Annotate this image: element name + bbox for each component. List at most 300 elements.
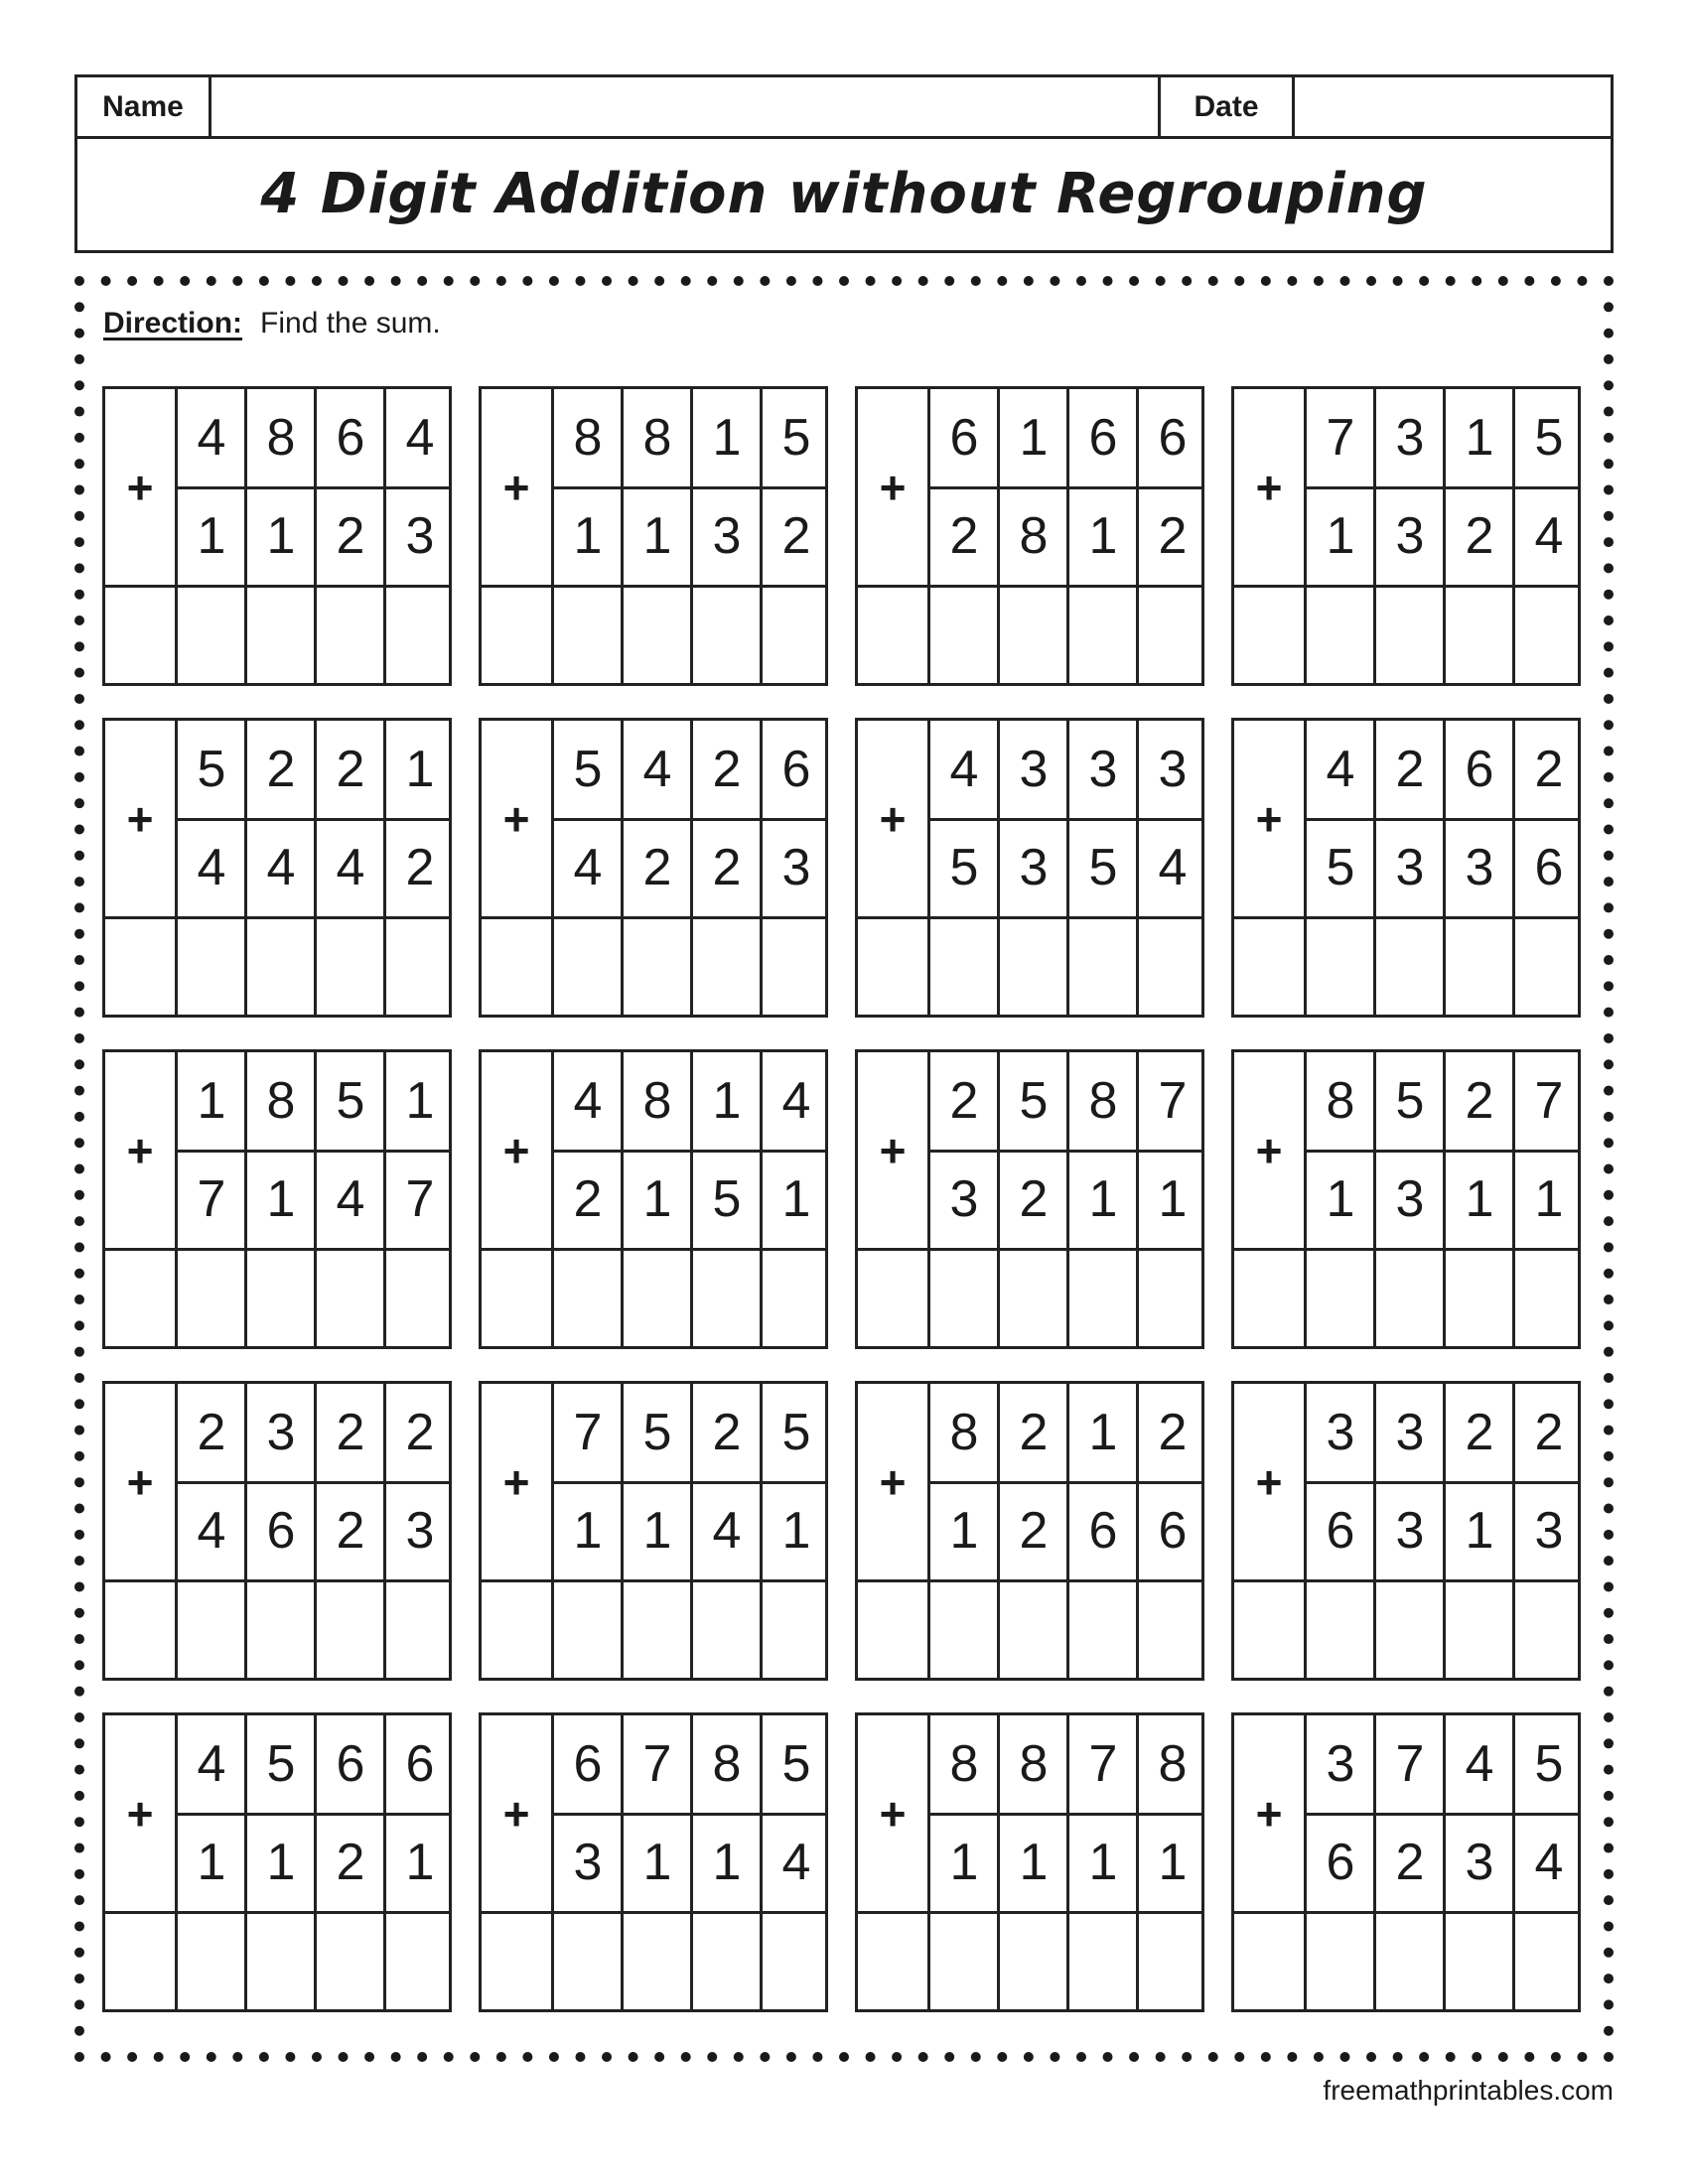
answer-cell[interactable] — [244, 587, 314, 685]
addend-bottom-digit: 3 — [405, 507, 435, 565]
answer-cell[interactable] — [482, 1581, 551, 1680]
addend-bottom-digit: 4 — [1534, 1834, 1564, 1891]
answer-cell[interactable] — [1304, 1913, 1373, 2011]
addend-top-digit: 5 — [197, 741, 226, 798]
addend-top-digit: 8 — [266, 409, 296, 467]
addend-bottom-digit: 2 — [1019, 1170, 1049, 1228]
addend-bottom-digit: 2 — [1395, 1834, 1425, 1891]
addend-bottom-digit: 3 — [1465, 1834, 1494, 1891]
addend-top-digit: 4 — [573, 1072, 603, 1130]
addition-problem — [479, 1049, 828, 1349]
answer-cell[interactable] — [997, 1581, 1066, 1680]
addend-bottom-digit: 8 — [1019, 507, 1049, 565]
answer-cell[interactable] — [314, 1913, 383, 2011]
answer-cell[interactable] — [105, 918, 175, 1017]
addend-top-digit: 8 — [949, 1404, 979, 1461]
answer-cell[interactable] — [105, 1581, 175, 1680]
answer-cell[interactable] — [1066, 918, 1136, 1017]
addend-bottom-digit: 6 — [1534, 839, 1564, 896]
addend-bottom-digit: 1 — [1088, 507, 1118, 565]
worksheet-title: 4 Digit Addition without Regrouping — [260, 162, 1428, 226]
addend-top-digit: 3 — [1326, 1735, 1355, 1793]
addend-top-digit: 5 — [781, 1404, 811, 1461]
answer-cell[interactable] — [1443, 918, 1512, 1017]
addend-bottom-digit: 1 — [642, 507, 672, 565]
answer-cell[interactable] — [760, 1581, 829, 1680]
addition-problem — [1231, 1049, 1581, 1349]
plus-sign: + — [502, 1788, 530, 1840]
answer-cell[interactable] — [1373, 918, 1443, 1017]
addend-bottom-digit: 1 — [642, 1170, 672, 1228]
addend-bottom-digit: 6 — [1088, 1502, 1118, 1560]
addend-top-digit: 5 — [336, 1072, 365, 1130]
answer-cell[interactable] — [383, 918, 453, 1017]
addend-top-digit: 6 — [949, 409, 979, 467]
addend-top-digit: 2 — [1019, 1404, 1049, 1461]
addend-top-digit: 5 — [1019, 1072, 1049, 1130]
addend-top-digit: 4 — [197, 1735, 226, 1793]
answer-cell[interactable] — [1066, 587, 1136, 685]
addend-top-digit: 3 — [1019, 741, 1049, 798]
answer-cell[interactable] — [482, 587, 551, 685]
addend-top-digit: 2 — [1465, 1072, 1494, 1130]
answer-cell[interactable] — [1373, 587, 1443, 685]
addend-top-digit: 7 — [1395, 1735, 1425, 1793]
addend-top-digit: 5 — [266, 1735, 296, 1793]
answer-cell[interactable] — [621, 1581, 690, 1680]
answer-cell[interactable] — [1512, 1913, 1582, 2011]
addend-bottom-digit: 3 — [573, 1834, 603, 1891]
addend-top-digit: 2 — [712, 741, 742, 798]
addend-bottom-digit: 5 — [1326, 839, 1355, 896]
addend-bottom-digit: 1 — [573, 1502, 603, 1560]
answer-cell[interactable] — [1066, 1581, 1136, 1680]
addend-bottom-digit: 1 — [1326, 1170, 1355, 1228]
plus-sign: + — [502, 793, 530, 845]
addend-top-digit: 2 — [266, 741, 296, 798]
addend-bottom-digit: 2 — [781, 507, 811, 565]
addend-top-digit: 4 — [405, 409, 435, 467]
answer-cell[interactable] — [314, 1250, 383, 1348]
addend-top-digit: 1 — [1088, 1404, 1118, 1461]
addend-bottom-digit: 1 — [266, 1834, 296, 1891]
addend-bottom-digit: 3 — [712, 507, 742, 565]
addend-bottom-digit: 4 — [573, 839, 603, 896]
addend-bottom-digit: 1 — [1326, 507, 1355, 565]
addition-problem — [102, 1381, 452, 1681]
addend-bottom-digit: 1 — [266, 507, 296, 565]
addend-top-digit: 8 — [1088, 1072, 1118, 1130]
answer-cell[interactable] — [551, 1913, 621, 2011]
addition-problem — [855, 1381, 1204, 1681]
addend-top-digit: 1 — [712, 409, 742, 467]
addend-bottom-digit: 1 — [1158, 1170, 1188, 1228]
answer-cell[interactable] — [621, 1913, 690, 2011]
addend-bottom-digit: 1 — [712, 1834, 742, 1891]
answer-cell[interactable] — [1234, 1581, 1304, 1680]
addend-top-digit: 2 — [712, 1404, 742, 1461]
addend-bottom-digit: 3 — [405, 1502, 435, 1560]
addend-bottom-digit: 3 — [1395, 839, 1425, 896]
plus-sign: + — [879, 1125, 907, 1176]
addend-top-digit: 3 — [1395, 1404, 1425, 1461]
addend-bottom-digit: 1 — [781, 1170, 811, 1228]
plus-sign: + — [879, 1788, 907, 1840]
addend-top-digit: 8 — [642, 1072, 672, 1130]
addend-bottom-digit: 1 — [1088, 1170, 1118, 1228]
addend-bottom-digit: 4 — [336, 839, 365, 896]
addend-top-digit: 8 — [949, 1735, 979, 1793]
addend-bottom-digit: 6 — [1326, 1502, 1355, 1560]
answer-cell[interactable] — [1136, 1250, 1205, 1348]
addend-bottom-digit: 6 — [1326, 1834, 1355, 1891]
addition-problem — [1231, 718, 1581, 1018]
answer-cell[interactable] — [1512, 1581, 1582, 1680]
answer-cell[interactable] — [858, 587, 927, 685]
addition-problem — [855, 718, 1204, 1018]
addend-bottom-digit: 3 — [781, 839, 811, 896]
answer-cell[interactable] — [760, 1250, 829, 1348]
addend-top-digit: 3 — [266, 1404, 296, 1461]
addend-bottom-digit: 1 — [642, 1834, 672, 1891]
addend-bottom-digit: 5 — [1088, 839, 1118, 896]
addend-top-digit: 5 — [573, 741, 603, 798]
answer-cell[interactable] — [1443, 587, 1512, 685]
answer-cell[interactable] — [551, 1250, 621, 1348]
plus-sign: + — [879, 793, 907, 845]
addend-top-digit: 5 — [1534, 1735, 1564, 1793]
addend-bottom-digit: 3 — [1395, 1170, 1425, 1228]
addend-top-digit: 4 — [642, 741, 672, 798]
addend-bottom-digit: 1 — [197, 1834, 226, 1891]
plus-sign: + — [126, 462, 154, 513]
addition-problem — [102, 718, 452, 1018]
addend-bottom-digit: 3 — [1395, 507, 1425, 565]
addend-bottom-digit: 2 — [712, 839, 742, 896]
addend-bottom-digit: 4 — [712, 1502, 742, 1560]
answer-cell[interactable] — [621, 1250, 690, 1348]
addend-bottom-digit: 2 — [336, 1502, 365, 1560]
addend-bottom-digit: 2 — [336, 507, 365, 565]
addend-top-digit: 8 — [1326, 1072, 1355, 1130]
answer-cell[interactable] — [551, 918, 621, 1017]
addend-bottom-digit: 4 — [197, 839, 226, 896]
answer-cell[interactable] — [551, 587, 621, 685]
direction-text: Find the sum. — [260, 307, 441, 340]
addend-bottom-digit: 4 — [336, 1170, 365, 1228]
answer-cell[interactable] — [1234, 1250, 1304, 1348]
plus-sign: + — [1255, 1125, 1283, 1176]
answer-cell[interactable] — [1234, 918, 1304, 1017]
addend-top-digit: 6 — [405, 1735, 435, 1793]
answer-cell[interactable] — [927, 918, 997, 1017]
addend-bottom-digit: 1 — [1534, 1170, 1564, 1228]
answer-cell[interactable] — [760, 1913, 829, 2011]
answer-cell[interactable] — [858, 918, 927, 1017]
answer-cell[interactable] — [997, 1250, 1066, 1348]
plus-sign: + — [502, 1125, 530, 1176]
addend-bottom-digit: 1 — [1019, 1834, 1049, 1891]
addend-top-digit: 6 — [1465, 741, 1494, 798]
direction — [103, 304, 441, 343]
addend-top-digit: 2 — [405, 1404, 435, 1461]
answer-cell[interactable] — [1512, 587, 1582, 685]
addition-problem — [855, 386, 1204, 686]
addend-bottom-digit: 7 — [197, 1170, 226, 1228]
plus-sign: + — [1255, 1788, 1283, 1840]
addition-problem — [855, 1712, 1204, 2012]
addend-bottom-digit: 2 — [573, 1170, 603, 1228]
answer-cell[interactable] — [1066, 1913, 1136, 2011]
answer-cell[interactable] — [1234, 587, 1304, 685]
addend-top-digit: 4 — [1326, 741, 1355, 798]
addend-bottom-digit: 5 — [712, 1170, 742, 1228]
plus-sign: + — [126, 1788, 154, 1840]
answer-cell[interactable] — [1066, 1250, 1136, 1348]
answer-cell[interactable] — [690, 1250, 760, 1348]
addend-top-digit: 8 — [1019, 1735, 1049, 1793]
date-label: Date — [1161, 77, 1295, 136]
addend-top-digit: 7 — [1158, 1072, 1188, 1130]
answer-cell[interactable] — [244, 1250, 314, 1348]
answer-cell[interactable] — [1373, 1913, 1443, 2011]
addend-top-digit: 6 — [781, 741, 811, 798]
addend-top-digit: 4 — [949, 741, 979, 798]
answer-cell[interactable] — [482, 1250, 551, 1348]
addend-top-digit: 8 — [712, 1735, 742, 1793]
addend-top-digit: 2 — [1158, 1404, 1188, 1461]
addition-problem — [1231, 1712, 1581, 2012]
answer-cell[interactable] — [927, 1913, 997, 2011]
addend-top-digit: 1 — [712, 1072, 742, 1130]
plus-sign: + — [126, 1125, 154, 1176]
addend-top-digit: 4 — [197, 409, 226, 467]
answer-cell[interactable] — [927, 1250, 997, 1348]
addend-top-digit: 2 — [949, 1072, 979, 1130]
answer-cell[interactable] — [383, 1581, 453, 1680]
addend-top-digit: 7 — [1088, 1735, 1118, 1793]
addition-problem — [855, 1049, 1204, 1349]
addend-bottom-digit: 6 — [1158, 1502, 1188, 1560]
addition-problem — [1231, 386, 1581, 686]
answer-cell[interactable] — [175, 1913, 244, 2011]
plus-sign: + — [879, 462, 907, 513]
answer-cell[interactable] — [690, 587, 760, 685]
answer-cell[interactable] — [383, 1913, 453, 2011]
answer-cell[interactable] — [175, 587, 244, 685]
answer-cell[interactable] — [1512, 1250, 1582, 1348]
answer-cell[interactable] — [760, 587, 829, 685]
addend-bottom-digit: 1 — [197, 507, 226, 565]
addend-bottom-digit: 1 — [949, 1502, 979, 1560]
addend-top-digit: 2 — [1534, 741, 1564, 798]
addend-top-digit: 3 — [1158, 741, 1188, 798]
addend-top-digit: 6 — [336, 409, 365, 467]
addend-bottom-digit: 1 — [1465, 1170, 1494, 1228]
answer-cell[interactable] — [690, 1913, 760, 2011]
answer-cell[interactable] — [1234, 1913, 1304, 2011]
addend-bottom-digit: 3 — [1395, 1502, 1425, 1560]
addend-top-digit: 8 — [266, 1072, 296, 1130]
addend-top-digit: 2 — [197, 1404, 226, 1461]
addend-bottom-digit: 2 — [1158, 507, 1188, 565]
answer-cell[interactable] — [314, 587, 383, 685]
addition-problem — [102, 1712, 452, 2012]
answer-cell[interactable] — [244, 1581, 314, 1680]
plus-sign: + — [1255, 1456, 1283, 1508]
addend-bottom-digit: 4 — [1534, 507, 1564, 565]
addend-top-digit: 6 — [573, 1735, 603, 1793]
addend-top-digit: 2 — [336, 741, 365, 798]
addend-bottom-digit: 1 — [642, 1502, 672, 1560]
addition-problem — [1231, 1381, 1581, 1681]
addend-top-digit: 8 — [1158, 1735, 1188, 1793]
answer-cell[interactable] — [858, 1250, 927, 1348]
answer-cell[interactable] — [105, 1913, 175, 2011]
addition-problem — [479, 386, 828, 686]
plus-sign: + — [1255, 462, 1283, 513]
addend-top-digit: 5 — [642, 1404, 672, 1461]
answer-cell[interactable] — [1304, 1581, 1373, 1680]
answer-cell[interactable] — [482, 1913, 551, 2011]
answer-cell[interactable] — [690, 1581, 760, 1680]
addend-bottom-digit: 3 — [949, 1170, 979, 1228]
answer-cell[interactable] — [927, 1581, 997, 1680]
plus-sign: + — [879, 1456, 907, 1508]
answer-cell[interactable] — [621, 587, 690, 685]
answer-cell[interactable] — [482, 918, 551, 1017]
addend-bottom-digit: 4 — [781, 1834, 811, 1891]
answer-cell[interactable] — [1443, 1913, 1512, 2011]
addend-top-digit: 2 — [1395, 741, 1425, 798]
answer-cell[interactable] — [927, 587, 997, 685]
answer-cell[interactable] — [997, 587, 1066, 685]
addend-top-digit: 2 — [336, 1404, 365, 1461]
answer-cell[interactable] — [1373, 1581, 1443, 1680]
answer-cell[interactable] — [551, 1581, 621, 1680]
addend-bottom-digit: 3 — [1534, 1502, 1564, 1560]
answer-cell[interactable] — [244, 1913, 314, 2011]
answer-cell[interactable] — [105, 587, 175, 685]
addend-top-digit: 1 — [1465, 409, 1494, 467]
addition-problem — [102, 1049, 452, 1349]
answer-cell[interactable] — [383, 1250, 453, 1348]
addend-bottom-digit: 1 — [781, 1502, 811, 1560]
answer-cell[interactable] — [244, 918, 314, 1017]
answer-cell[interactable] — [1304, 918, 1373, 1017]
addend-top-digit: 1 — [197, 1072, 226, 1130]
addend-top-digit: 5 — [1534, 409, 1564, 467]
addend-top-digit: 7 — [1534, 1072, 1564, 1130]
answer-cell[interactable] — [1136, 1913, 1205, 2011]
direction-label: Direction: — [103, 307, 243, 340]
addend-top-digit: 8 — [573, 409, 603, 467]
addend-top-digit: 6 — [1088, 409, 1118, 467]
addend-bottom-digit: 2 — [949, 507, 979, 565]
answer-cell[interactable] — [1443, 1581, 1512, 1680]
addend-bottom-digit: 4 — [266, 839, 296, 896]
addend-bottom-digit: 2 — [642, 839, 672, 896]
addition-problem — [479, 718, 828, 1018]
addend-top-digit: 5 — [1395, 1072, 1425, 1130]
plus-sign: + — [126, 793, 154, 845]
plus-sign: + — [1255, 793, 1283, 845]
answer-cell[interactable] — [858, 1581, 927, 1680]
addend-top-digit: 2 — [1465, 1404, 1494, 1461]
addend-bottom-digit: 1 — [1088, 1834, 1118, 1891]
answer-cell[interactable] — [1373, 1250, 1443, 1348]
addend-top-digit: 2 — [1534, 1404, 1564, 1461]
addend-bottom-digit: 7 — [405, 1170, 435, 1228]
addend-bottom-digit: 2 — [1019, 1502, 1049, 1560]
answer-cell[interactable] — [383, 587, 453, 685]
addend-top-digit: 5 — [781, 1735, 811, 1793]
addend-bottom-digit: 3 — [1465, 839, 1494, 896]
answer-cell[interactable] — [760, 918, 829, 1017]
addend-bottom-digit: 1 — [573, 507, 603, 565]
addend-top-digit: 3 — [1088, 741, 1118, 798]
answer-cell[interactable] — [997, 1913, 1066, 2011]
addend-top-digit: 7 — [642, 1735, 672, 1793]
addend-bottom-digit: 1 — [405, 1834, 435, 1891]
addend-bottom-digit: 3 — [1019, 839, 1049, 896]
addend-top-digit: 4 — [781, 1072, 811, 1130]
addend-top-digit: 6 — [1158, 409, 1188, 467]
answer-cell[interactable] — [997, 918, 1066, 1017]
plus-sign: + — [502, 1456, 530, 1508]
addend-bottom-digit: 2 — [405, 839, 435, 896]
addend-bottom-digit: 1 — [266, 1170, 296, 1228]
answer-cell[interactable] — [1304, 587, 1373, 685]
answer-cell[interactable] — [1136, 1581, 1205, 1680]
addend-top-digit: 7 — [573, 1404, 603, 1461]
answer-cell[interactable] — [314, 1581, 383, 1680]
addition-problem — [479, 1381, 828, 1681]
addend-top-digit: 4 — [1465, 1735, 1494, 1793]
answer-cell[interactable] — [105, 1250, 175, 1348]
answer-cell[interactable] — [1304, 1250, 1373, 1348]
answer-cell[interactable] — [690, 918, 760, 1017]
addend-top-digit: 5 — [781, 409, 811, 467]
answer-cell[interactable] — [314, 918, 383, 1017]
addend-top-digit: 3 — [1395, 409, 1425, 467]
name-label: Name — [77, 77, 211, 136]
addition-problem — [479, 1712, 828, 2012]
addend-top-digit: 1 — [405, 1072, 435, 1130]
answer-cell[interactable] — [1512, 918, 1582, 1017]
site-credit: freemathprintables.com — [1323, 2075, 1614, 2106]
addend-top-digit: 6 — [336, 1735, 365, 1793]
addend-bottom-digit: 2 — [336, 1834, 365, 1891]
answer-cell[interactable] — [1136, 918, 1205, 1017]
answer-cell[interactable] — [858, 1913, 927, 2011]
answer-cell[interactable] — [175, 1581, 244, 1680]
answer-cell[interactable] — [175, 918, 244, 1017]
addend-top-digit: 7 — [1326, 409, 1355, 467]
addend-bottom-digit: 5 — [949, 839, 979, 896]
addend-bottom-digit: 1 — [1465, 1502, 1494, 1560]
answer-cell[interactable] — [1443, 1250, 1512, 1348]
addition-problem — [102, 386, 452, 686]
plus-sign: + — [126, 1456, 154, 1508]
answer-cell[interactable] — [621, 918, 690, 1017]
answer-cell[interactable] — [1136, 587, 1205, 685]
addend-top-digit: 8 — [642, 409, 672, 467]
plus-sign: + — [502, 462, 530, 513]
addend-bottom-digit: 4 — [197, 1502, 226, 1560]
answer-cell[interactable] — [175, 1250, 244, 1348]
addend-top-digit: 1 — [1019, 409, 1049, 467]
